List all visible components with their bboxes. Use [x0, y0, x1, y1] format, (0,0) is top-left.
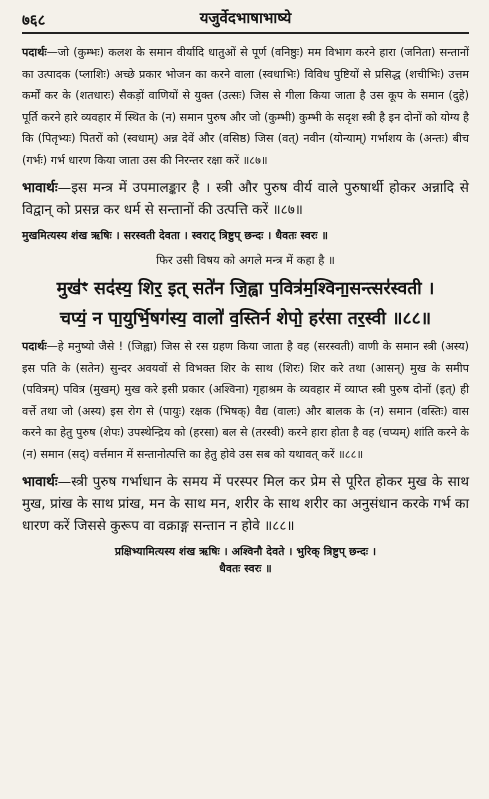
running-title: यजुर्वेदभाषाभाष्ये [199, 9, 292, 27]
intro-line: फिर उसी विषय को अगले मन्त्र में कहा है ॥ [156, 253, 335, 267]
page-header [22, 6, 469, 32]
bhavartha-paragraph-88 [22, 471, 469, 537]
svara-text: धैवतः स्वरः ॥ [219, 562, 272, 575]
page-number: ७६८ [22, 11, 46, 29]
padartha-text: —हे मनुष्यो जैसे ! (जिह्वा) जिस से रस ग्रहण किया जाता है वह (सरस्वती) वाणी के समान स्त्री (अस्य) इस पति के (सतेन) सुन्दर अवयवों से विभक्त शिर के साथ (शिरः) शिर करे तथा (आसन्) मुख के समीप (पवित्रम्) पवित्र (मुखम्) मुख करे इसी प्रकार (अश्विना) गृहाश्रम के व्यवहार में व्याप्त स्त्री पुरुष दोनों (इत्) ही वर्त्ते तथा जो (अस्य) इस रोग से (पायुः) रक्षक (भिषक्) वैद्य (वालः) और बालक के (न) समान (वस्तिः) वास करने का हेतु पुरुष (शेपः) उपस्थेन्द्रिय को (हरसा) बल से (तरस्वी) करने हारा होता है वह (चप्यम्) शांति करने के (न) समान (सद्) वर्त्तमान में सन्तानोत्पत्ति का हेतु होवे उस सब को यथावत् करें ॥८८॥ [22, 340, 469, 461]
bhavartha-paragraph-87 [22, 177, 469, 221]
bhavartha-text: —इस मन्त्र में उपमालङ्कार है । स्त्री और पुरुष वीर्य वाले पुरुषार्थी होकर अन्नादि से विद्वान् को प्रसन्न कर धर्म से सन्तानों की उत्पत्ति करें ॥८७॥ [22, 180, 469, 218]
padartha-label: पदार्थः [22, 46, 47, 59]
mantra-line-1: मुख॑ꣳ सद॑स्य॒ शिर॒ इत् सते॑न जि॒ह्वा प॒वित्र॑म॒श्विना॒सन्त्सर॑स्वती । [56, 279, 435, 299]
rishi-devata-line: मुखमित्यस्य शंख ऋषिः । सरस्वती देवता । स्वराट् त्रिष्टुप् छन्दः । धैवतः स्वरः ॥ [22, 229, 329, 242]
padartha-label: पदार्थः [22, 340, 47, 353]
padartha-paragraph-87 [22, 42, 469, 171]
padartha-text: —जो (कुम्भः) कलश के समान वीर्यादि धातुओं से पूर्ण (वनिष्ठुः) मम विभाग करने हारा (जनिता) सन्तानों का उत्पादक (प्लाशिः) अच्छे प्रकार भोजन का करने वाला (स्वधाभिः) विविध पुष्टियों से प्रसिद्ध (शचीभिः) उत्तम कर्मों कर के (शतधारः) सैकड़ों वाणियों से युक्त (उत्सः) जिस से गीला किया जाता है उस कूप के समान (दुहे) पूर्ति करने हारे व्यवहार में स्थित के (न) समान पुरुष और जो (कुम्भी) कुम्भी के सदृश स्त्री है इन दोनों को योग्य है कि (पितृभ्यः) पितरों को (स्वधाम्) अन्न देवें और (वसिष्ठ) जिस (वत्) नवीन (योन्याम्) गर्भाशय के (अन्तः) बीच (गर्भः) गर्भ धारण किया जाता उस की निरन्तर रक्षा करें ॥८७॥ [22, 46, 469, 167]
rishi-devata-text: प्रक्षिभ्यामित्यस्य शंख ऋषिः । अश्विनौ देवते । भुरिक् त्रिष्टुप् छन्दः । [114, 545, 377, 558]
bhavartha-label: भावार्थः [22, 474, 58, 490]
header-rule [22, 32, 469, 34]
rishi-devata-line-2 [22, 543, 469, 560]
mantra-line-2: चप्यं॒ न पा॒युर्भि॒षग॑स्य॒ वालो॑ व॒स्तिर्न शेपो॒ हर॑सा तर॒स्वी ॥८८॥ [59, 309, 432, 329]
svara-line [22, 560, 469, 577]
padartha-paragraph-88 [22, 336, 469, 465]
bhavartha-label: भावार्थः [22, 180, 58, 196]
bhavartha-text: —स्त्री पुरुष गर्भाधान के समय में परस्पर मिल कर प्रेम से पूरित होकर मुख के साथ मुख, प्रांख के साथ प्रांख, मन के साथ मन, शरीर के साथ शरीर का अनुसंधान करके गर्भ का धारण करें जिससे कुरूप वा वक्राङ्ग सन्तान न होवे ॥८८॥ [22, 474, 469, 534]
